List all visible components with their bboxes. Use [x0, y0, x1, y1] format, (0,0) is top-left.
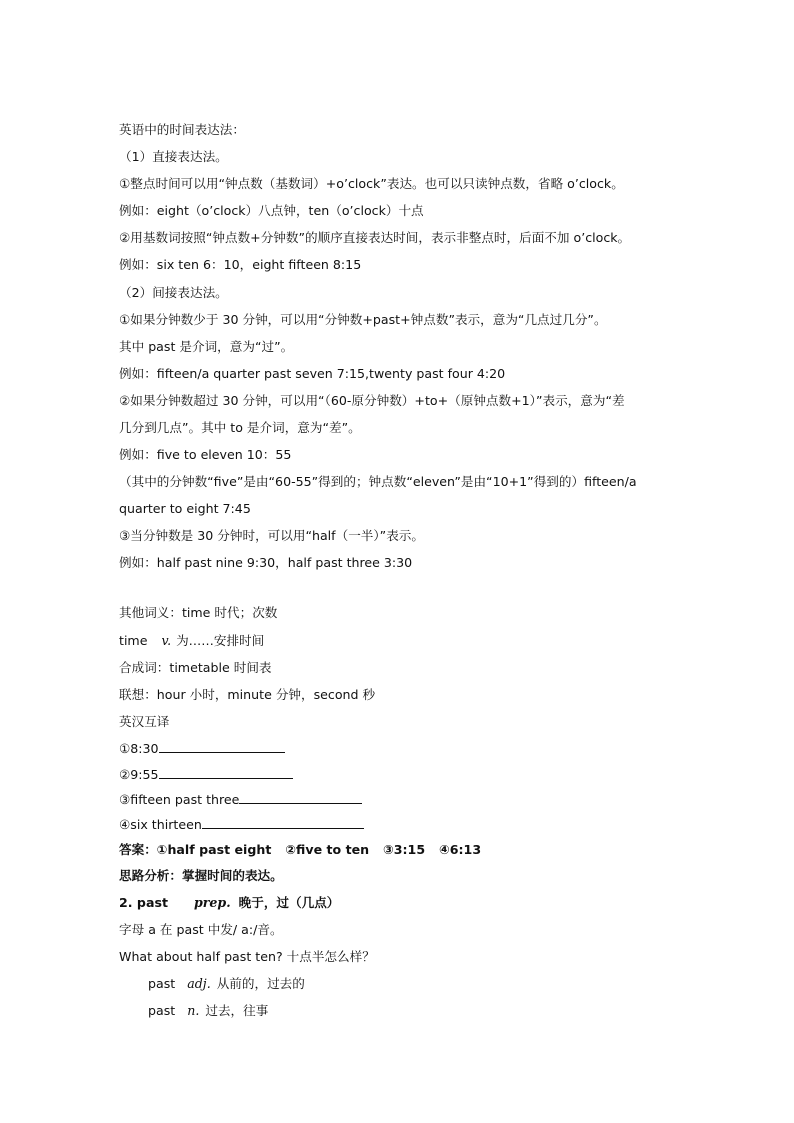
text-line: ③当分钟数是 30 分钟时，可以用“half（一半）”表示。 [119, 528, 424, 543]
text-line: 几分到几点”。其中 to 是介词，意为“差”。 [119, 420, 361, 435]
answer-blank [202, 817, 364, 829]
text-line: quarter to eight 7:45 [119, 501, 251, 516]
exercise-item: ②9:55 [119, 767, 293, 783]
example-line: 例如：eight（o’clock）八点钟，ten（o’clock）十点 [119, 203, 424, 218]
part-of-speech: v. [161, 633, 172, 648]
example-line: 例如：five to eleven 10：55 [119, 447, 292, 462]
example-sentence: What about half past ten? 十点半怎么样？ [119, 949, 375, 964]
text-line: （其中的分钟数“five”是由“60-55”得到的；钟点数“eleven”是由“10+1”得到的）fifteen/a [119, 474, 637, 489]
exercise-item: ①8:30 [119, 741, 285, 757]
section-title: 英语中的时间表达法： [119, 122, 245, 137]
text-line: ①如果分钟数少于 30 分钟，可以用“分钟数+past+钟点数”表示，意为“几点过几分”。 [119, 312, 607, 327]
definition: 为……安排时间 [176, 633, 265, 648]
exercise-title: 英汉互译 [119, 714, 170, 729]
exercise-item: ③fifteen past three [119, 792, 362, 808]
example-line: 例如：six ten 6：10，eight fifteen 8:15 [119, 257, 362, 272]
text-line: 其中 past 是介词，意为“过”。 [119, 339, 294, 354]
adj-meaning-line: past adj. 从前的，过去的 [148, 976, 305, 991]
answer-line: 答案：①half past eight ②five to ten ③3:15 ④6:13 [119, 842, 482, 857]
subsection-indirect: （2）间接表达法。 [119, 285, 228, 300]
heading-past: 2. past prep. 晚于，过（几点） [119, 895, 340, 910]
example-line: 例如：half past nine 9:30，half past three 3:30 [119, 555, 413, 570]
text-line: ②如果分钟数超过 30 分钟，可以用“（60-原分钟数）+to+（原钟点数+1）”表示，意为“差 [119, 393, 625, 408]
text-line: ①整点时间可以用“钟点数（基数词）+o’clock”表达。也可以只读钟点数，省略 o’clock。 [119, 176, 624, 191]
verb-meaning-line [119, 633, 264, 649]
noun-meaning-line: past n. 过去，往事 [148, 1003, 269, 1018]
word: time [119, 633, 148, 648]
analysis-line: 思路分析：掌握时间的表达。 [119, 868, 283, 883]
subsection-direct: （1）直接表达法。 [119, 149, 228, 164]
pronunciation-note: 字母 a 在 past 中发/ a:/音。 [119, 922, 283, 937]
answer-blank [239, 792, 362, 804]
example-line: 例如：fifteen/a quarter past seven 7:15,twenty past four 4:20 [119, 366, 506, 381]
compound-word: 合成词：timetable 时间表 [119, 660, 272, 675]
answer-blank [159, 741, 285, 753]
exercise-item: ④six thirteen [119, 817, 364, 833]
association: 联想：hour 小时，minute 分钟，second 秒 [119, 687, 376, 702]
text-line: ②用基数词按照“钟点数+分钟数”的顺序直接表达时间，表示非整点时，后面不加 o’clock。 [119, 230, 631, 245]
other-meanings: 其他词义：time 时代；次数 [119, 605, 278, 620]
answer-blank [159, 767, 293, 779]
